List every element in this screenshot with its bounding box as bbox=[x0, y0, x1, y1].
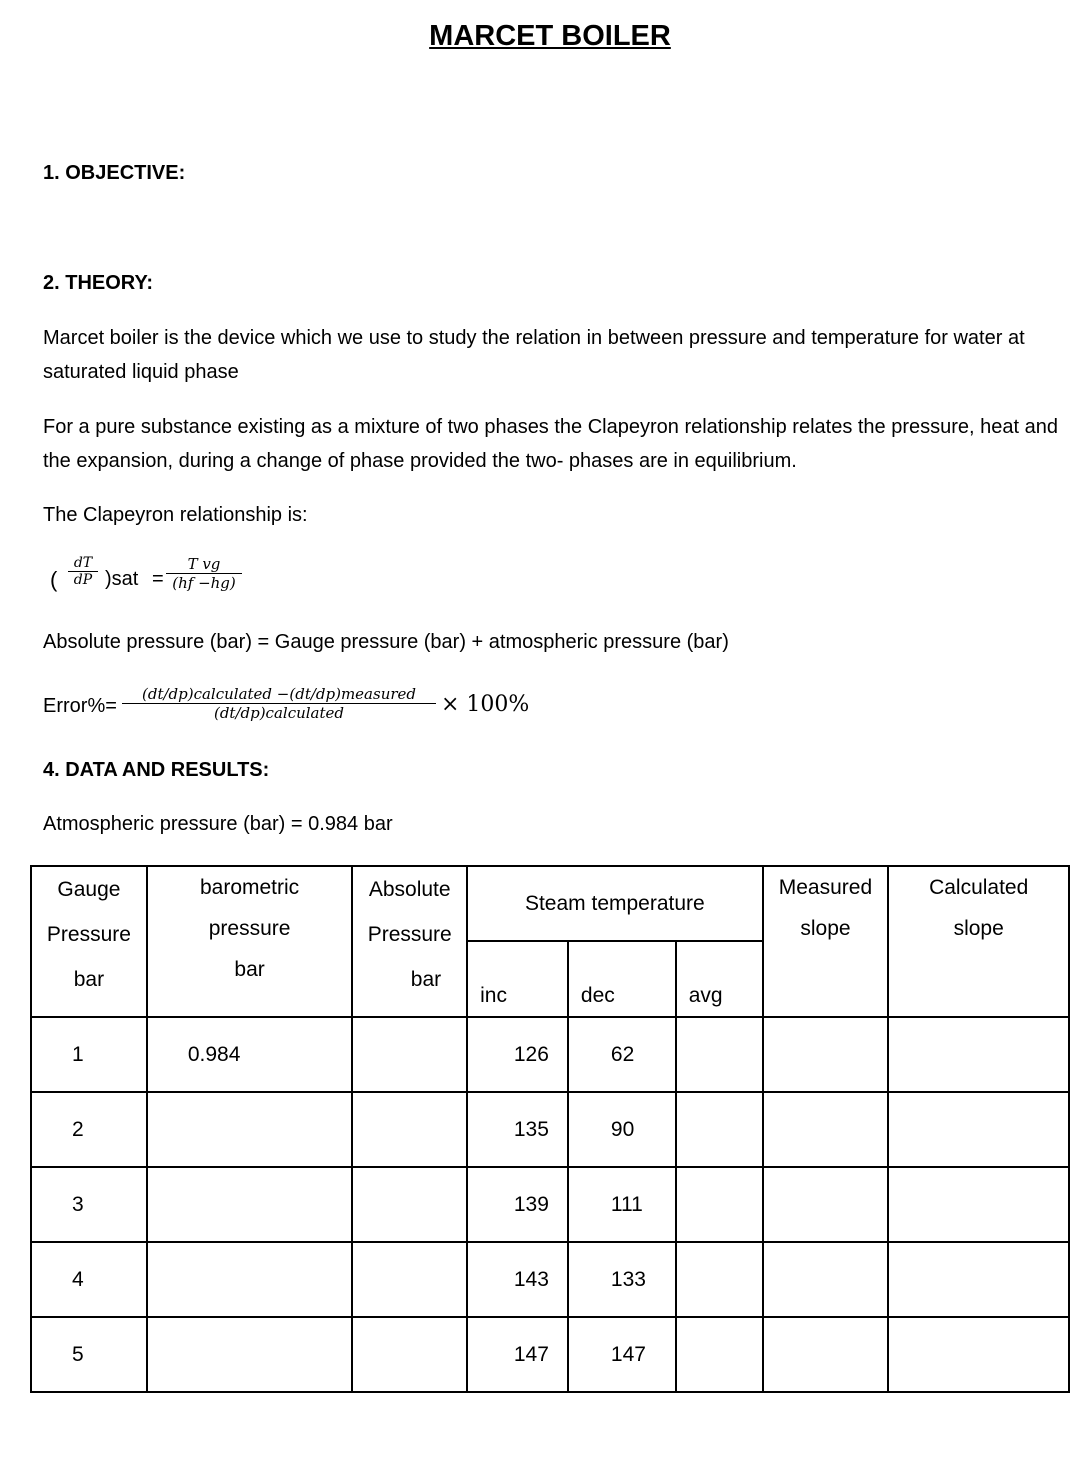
header-avg: avg bbox=[676, 941, 763, 1017]
cell-barometric: 0.984 bbox=[147, 1017, 352, 1092]
cell-inc: 139 bbox=[467, 1167, 568, 1242]
header-measured-line2: slope bbox=[800, 917, 851, 940]
table-row bbox=[31, 1092, 1069, 1167]
cell-avg bbox=[676, 1317, 763, 1392]
cell-dec: 90 bbox=[568, 1092, 676, 1167]
cell-barometric bbox=[147, 1242, 352, 1317]
cell-calculated bbox=[888, 1242, 1069, 1317]
header-gauge-line1: Gauge bbox=[57, 878, 121, 901]
header-inc: inc bbox=[467, 941, 568, 1017]
absolute-pressure-formula: Absolute pressure (bar) = Gauge pressure (bar) + atmospheric pressure (bar) bbox=[43, 631, 729, 653]
error-numerator: (dt/dp)calculated −(dt/dp)measured bbox=[141, 685, 417, 703]
header-gauge-line3: bar bbox=[73, 968, 105, 991]
header-dec: dec bbox=[568, 941, 676, 1017]
cell-avg bbox=[676, 1242, 763, 1317]
theory-paragraph-2: For a pure substance existing as a mixture of two phases the Clapeyron relationship relates the pressure, heat and the expansion, during a change of phase provided the two- phases are in equilibrium. bbox=[43, 416, 1059, 472]
table-row bbox=[31, 1317, 1069, 1392]
header-barometric-line2: pressure bbox=[208, 917, 291, 940]
cell-avg bbox=[676, 1092, 763, 1167]
cell-dec: 62 bbox=[568, 1017, 676, 1092]
header-calculated-slope bbox=[888, 866, 1069, 1017]
cell-inc: 126 bbox=[467, 1017, 568, 1092]
eq-lhs-fraction bbox=[68, 555, 98, 588]
cell-calculated bbox=[888, 1167, 1069, 1242]
cell-gauge: 2 bbox=[31, 1092, 147, 1167]
cell-gauge: 3 bbox=[31, 1167, 147, 1242]
cell-calculated bbox=[888, 1092, 1069, 1167]
cell-gauge: 4 bbox=[31, 1242, 147, 1317]
header-absolute-line3: bar bbox=[410, 968, 442, 991]
eq-rhs-fraction bbox=[166, 555, 242, 592]
cell-measured bbox=[763, 1317, 889, 1392]
header-calculated-line1: Calculated bbox=[929, 876, 1029, 899]
results-table bbox=[30, 865, 1070, 1393]
table-row bbox=[31, 1167, 1069, 1242]
eq-sat-label: )sat bbox=[105, 568, 139, 590]
header-steam-temperature bbox=[467, 866, 762, 941]
page-title: MARCET BOILER bbox=[429, 20, 671, 52]
theory-heading: 2. THEORY: bbox=[43, 272, 154, 294]
header-barometric-line1: barometric bbox=[199, 876, 300, 899]
table-row bbox=[31, 1242, 1069, 1317]
cell-absolute bbox=[352, 1167, 467, 1242]
cell-dec: 147 bbox=[568, 1317, 676, 1392]
eq-lhs-numerator: dT bbox=[73, 555, 93, 571]
eq-rhs-numerator: T vg bbox=[187, 555, 221, 573]
cell-dec: 133 bbox=[568, 1242, 676, 1317]
header-absolute-pressure bbox=[352, 866, 467, 1017]
eq-lhs-denominator: dP bbox=[68, 571, 98, 588]
cell-barometric bbox=[147, 1317, 352, 1392]
cell-dec: 111 bbox=[568, 1167, 676, 1242]
header-calculated-line2: slope bbox=[953, 917, 1004, 940]
cell-measured bbox=[763, 1167, 889, 1242]
error-denominator: (dt/dp)calculated bbox=[122, 703, 436, 722]
cell-measured bbox=[763, 1242, 889, 1317]
cell-avg bbox=[676, 1167, 763, 1242]
header-measured-slope bbox=[763, 866, 889, 1017]
table-body bbox=[31, 1017, 1069, 1392]
header-barometric-line3: bar bbox=[234, 958, 265, 981]
eq-rhs-denominator: (hf −hg) bbox=[166, 573, 242, 592]
cell-inc: 135 bbox=[467, 1092, 568, 1167]
header-gauge-line2: Pressure bbox=[46, 923, 131, 946]
data-results-heading: 4. DATA AND RESULTS: bbox=[43, 759, 270, 781]
table-header-row bbox=[31, 866, 1069, 941]
eq-equals: = bbox=[152, 568, 164, 590]
table-row bbox=[31, 1017, 1069, 1092]
cell-calculated bbox=[888, 1317, 1069, 1392]
cell-inc: 143 bbox=[467, 1242, 568, 1317]
error-multiplier: × 100% bbox=[441, 692, 530, 717]
header-gauge-pressure bbox=[31, 866, 147, 1017]
error-label: Error%= bbox=[43, 695, 117, 717]
cell-measured bbox=[763, 1017, 889, 1092]
cell-measured bbox=[763, 1092, 889, 1167]
eq-open-paren: ( bbox=[50, 567, 58, 592]
objective-heading: 1. OBJECTIVE: bbox=[43, 162, 186, 184]
header-barometric-pressure bbox=[147, 866, 352, 1017]
cell-barometric bbox=[147, 1167, 352, 1242]
cell-gauge: 5 bbox=[31, 1317, 147, 1392]
theory-paragraph-1: Marcet boiler is the device which we use to study the relation in between pressure and temperature for water at saturated liquid phase bbox=[43, 327, 1025, 383]
header-steam-label: Steam temperature bbox=[524, 891, 705, 915]
cell-avg bbox=[676, 1017, 763, 1092]
atmospheric-pressure: Atmospheric pressure (bar) = 0.984 bar bbox=[43, 813, 393, 835]
header-absolute-line1: Absolute bbox=[368, 878, 451, 901]
cell-absolute bbox=[352, 1092, 467, 1167]
cell-calculated bbox=[888, 1017, 1069, 1092]
header-absolute-line2: Pressure bbox=[367, 923, 452, 946]
cell-barometric bbox=[147, 1092, 352, 1167]
cell-inc: 147 bbox=[467, 1317, 568, 1392]
cell-absolute bbox=[352, 1317, 467, 1392]
header-measured-line1: Measured bbox=[778, 876, 873, 899]
cell-absolute bbox=[352, 1017, 467, 1092]
cell-absolute bbox=[352, 1242, 467, 1317]
error-fraction bbox=[122, 685, 436, 722]
cell-gauge: 1 bbox=[31, 1017, 147, 1092]
clapeyron-intro: The Clapeyron relationship is: bbox=[43, 504, 308, 526]
